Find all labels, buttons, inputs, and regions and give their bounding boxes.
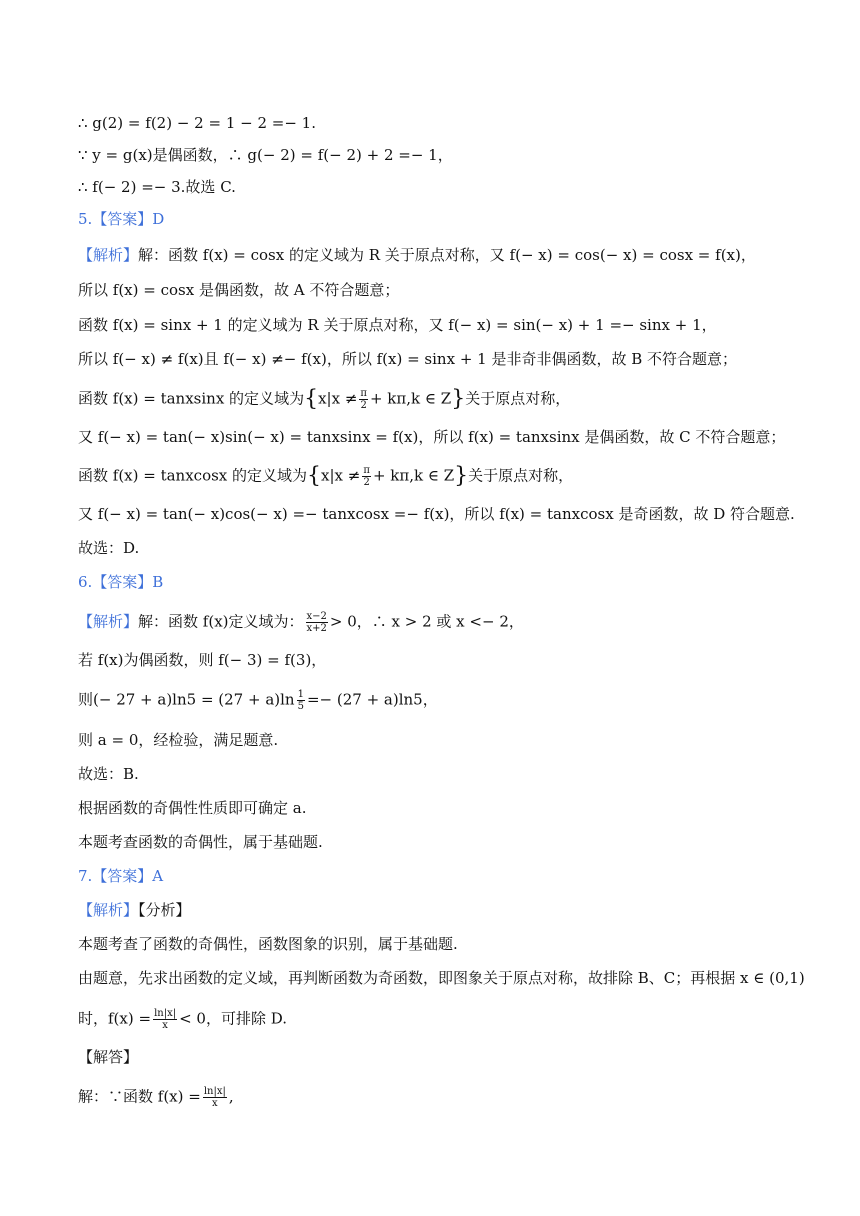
brace-close: } [454, 463, 469, 489]
text-line: ∵ y = g(x)是偶函数，∴ g(− 2) = f(− 2) + 2 =− 1， [78, 146, 453, 164]
analysis-tag: 【解析】 [78, 901, 139, 919]
text-line: 根据函数的奇偶性性质即可确定 a. [78, 799, 307, 817]
set-expr: + kπ,k ∈ Z [369, 389, 452, 408]
analysis-tag: 【解析】 [78, 612, 139, 631]
text-line: 所以 f(x) = cosx 是偶函数，故 A 不符合题意； [78, 281, 400, 299]
text-line: ∴ g(2) = f(2) − 2 = 1 − 2 =− 1. [78, 114, 316, 132]
text-line [78, 900, 191, 920]
set-expr: x|x ≠ [318, 389, 358, 408]
text-span: 【分析】 [138, 901, 191, 919]
text-line [78, 388, 570, 411]
text-line: 又 f(− x) = tan(− x)sin(− x) = tanxsinx = f(x)，所以 f(x) = tanxsinx 是偶函数，故 C 不符合题意； [78, 428, 786, 446]
fraction-den: x [212, 1098, 218, 1109]
fraction-den: x+2 [306, 623, 327, 634]
fraction-den: 5 [297, 701, 304, 712]
text-span: 函数 f(x) = tanxsinx 的定义域为 [78, 389, 305, 408]
text-span: , [228, 1087, 234, 1106]
text-line [78, 245, 756, 265]
answer-heading: 7.【答案】A [78, 867, 164, 885]
text-span: 函数 f(x) = tanxcosx 的定义域为 [78, 466, 308, 485]
fraction [359, 388, 368, 411]
text-line: 本题考查函数的奇偶性，属于基础题. [78, 833, 323, 851]
text-line [78, 689, 438, 712]
fraction-num: π [363, 465, 370, 476]
set-expr: + kπ,k ∈ Z [372, 466, 455, 485]
fraction-den: 2 [363, 477, 370, 488]
text-span: 解：∵函数 f(x) = [78, 1087, 201, 1106]
fraction-num: π [360, 388, 367, 399]
text-span: 解：函数 f(x)定义域为： [138, 612, 304, 631]
text-span: =− (27 + a)ln5， [306, 690, 438, 709]
text-line: 故选：D. [78, 539, 140, 557]
fraction-num: ln|x| [154, 1008, 177, 1019]
text-span: 则(− 27 + a)ln5 = (27 + a)ln [78, 690, 295, 709]
text-span: 关于原点对称， [465, 389, 571, 408]
fraction-num: x−2 [306, 611, 327, 622]
text-line: 【解答】 [78, 1048, 139, 1066]
fraction [306, 611, 328, 634]
set-expr: x|x ≠ [321, 466, 361, 485]
text-line [78, 1086, 234, 1109]
fraction [297, 689, 305, 712]
text-line: 又 f(− x) = tan(− x)cos(− x) =− tanxcosx =− f(x)，所以 f(x) = tanxcosx 是奇函数，故 D 符合题意. [78, 505, 795, 523]
text-line: 若 f(x)为偶函数，则 f(− 3) = f(3)， [78, 651, 327, 669]
text-line: ∴ f(− 2) =− 3.故选 C. [78, 178, 236, 196]
text-span: < 0，可排除 D. [179, 1009, 288, 1028]
fraction-den: 2 [360, 400, 367, 411]
text-span: > 0，∴ x > 2 或 x <− 2， [329, 612, 524, 631]
text-line: 本题考查了函数的奇偶性，函数图象的识别，属于基础题. [78, 935, 458, 953]
text-line [78, 1008, 287, 1031]
fraction [153, 1008, 177, 1031]
brace-close: } [451, 386, 466, 412]
text-line [78, 611, 524, 634]
fraction [362, 465, 371, 488]
answer-heading: 5.【答案】D [78, 210, 165, 228]
brace-open: { [307, 463, 322, 489]
text-line: 故选：B. [78, 765, 139, 783]
text-span: 解：函数 f(x) = cosx 的定义域为 R 关于原点对称，又 f(− x) = cos(− x) = cosx = f(x)， [138, 246, 756, 264]
text-line: 则 a = 0，经检验，满足题意. [78, 731, 279, 749]
text-line: 由题意，先求出函数的定义域，再判断函数为奇函数，即图象关于原点对称，故排除 B、C；再根据 x ∈ (0,1) [78, 969, 805, 987]
fraction-num: 1 [297, 689, 304, 700]
text-span: 时，f(x) = [78, 1009, 152, 1028]
fraction [203, 1086, 227, 1109]
answer-heading: 6.【答案】B [78, 573, 164, 591]
fraction-den: x [162, 1020, 168, 1031]
text-line: 所以 f(− x) ≠ f(x)且 f(− x) ≠− f(x)，所以 f(x) = sinx + 1 是非奇非偶函数，故 B 不符合题意； [78, 350, 738, 368]
brace-open: { [304, 386, 319, 412]
text-line [78, 465, 573, 488]
analysis-tag: 【解析】 [78, 246, 139, 264]
fraction-num: ln|x| [203, 1086, 226, 1097]
text-span: 关于原点对称， [468, 466, 574, 485]
text-line: 函数 f(x) = sinx + 1 的定义域为 R 关于原点对称，又 f(− x) = sin(− x) + 1 =− sinx + 1， [78, 316, 717, 334]
